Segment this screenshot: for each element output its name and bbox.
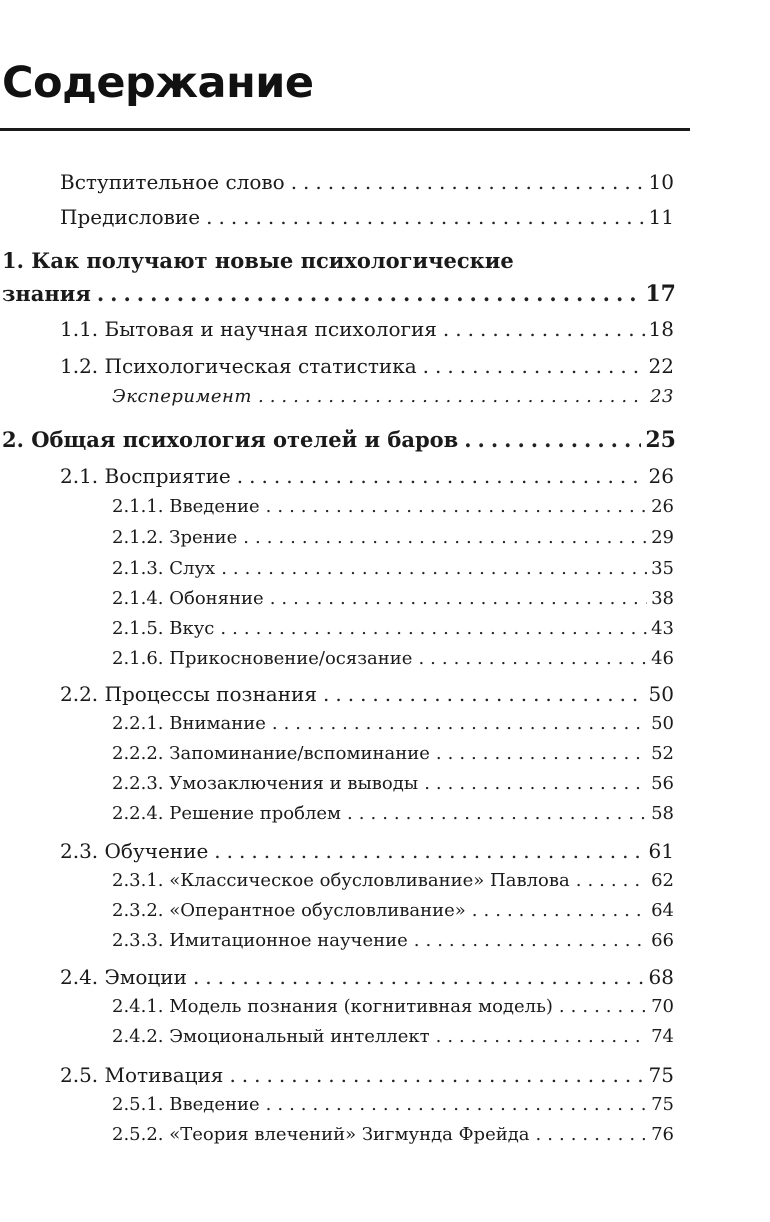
toc-entry-label: 2.5. Мотивация [60,1063,224,1087]
dot-leader [214,839,644,863]
dot-leader [436,1026,647,1047]
dot-leader [347,803,647,824]
toc-entry-page: 76 [651,1124,674,1145]
toc-entry-label: 2.1.2. Зрение [112,527,238,548]
toc-entry-2-1-1[interactable] [112,496,674,517]
toc-entry-page: 26 [651,496,674,517]
dot-leader [193,965,645,989]
toc-entry-label: знания [2,281,91,306]
dot-leader [220,618,647,639]
dot-leader [221,558,647,579]
toc-entry-label: Эксперимент [112,386,252,407]
toc-entry-page: 68 [648,965,674,989]
toc-entry-2-3-3[interactable] [112,930,674,951]
toc-entry-page: 22 [648,354,674,378]
toc-entry-label: 2. Общая психология отелей и баров [2,427,459,452]
dot-leader [443,317,645,341]
dot-leader [272,713,647,734]
toc-entry-2-3-2[interactable] [112,900,674,921]
dot-leader [559,996,647,1017]
dot-leader [291,170,645,194]
toc-entry-label: 2.4.1. Модель познания (когнитивная модель) [112,996,553,1017]
dot-leader [229,1063,644,1087]
toc-entry-2-3-1[interactable] [112,870,674,891]
toc-entry-2-4[interactable] [60,965,674,989]
toc-entry-label: 2.3.3. Имитационное научение [112,930,408,951]
toc-entry-label: 2.1.1. Введение [112,496,260,517]
dot-leader [323,682,645,706]
toc-entry-2-2[interactable] [60,682,674,706]
toc-entry-2-5[interactable] [60,1063,674,1087]
toc-entry-label: 2.5.2. «Теория влечений» Зигмунда Фрейда [112,1124,530,1145]
toc-entry-1-2[interactable] [60,354,674,378]
dot-leader [97,281,642,306]
toc-entry-label: 1.2. Психологическая статистика [60,354,417,378]
toc-entry-chapter-1[interactable] [2,281,676,307]
toc-entry-1-1[interactable] [60,317,674,341]
toc-entry-label: 2.1.5. Вкус [112,618,215,639]
toc-entry-page: 35 [651,558,674,579]
dot-leader [266,1094,647,1115]
toc-entry-label: 2.3. Обучение [60,839,209,863]
toc-entry-label: 2.2.1. Внимание [112,713,266,734]
dot-leader [243,527,647,548]
toc-entry-label: 2.3.2. «Оперантное обусловливание» [112,900,466,921]
toc-entry-2-2-1[interactable] [112,713,674,734]
toc-entry-chapter-2[interactable] [2,427,676,453]
toc-entry-page: 64 [651,900,674,921]
dot-leader [206,205,644,229]
toc-entry-label: 1.1. Бытовая и научная психология [60,317,437,341]
toc-entry-2-4-2[interactable] [112,1026,674,1047]
toc-entry-label: 2.1.4. Обоняние [112,588,264,609]
toc-entry-2-2-3[interactable] [112,773,674,794]
toc-entry-label: 2.1. Восприятие [60,464,231,488]
toc-entry-page: 52 [651,743,674,764]
toc-entry-2-4-1[interactable] [112,996,674,1017]
page-title: Содержание [2,58,314,108]
dot-leader [464,427,641,452]
dot-leader [258,386,646,407]
toc-entry-2-1-4[interactable] [112,588,674,609]
toc-entry-label: 2.5.1. Введение [112,1094,260,1115]
toc-entry-page: 70 [651,996,674,1017]
toc-entry-2-1-6[interactable] [112,648,674,669]
dot-leader [423,354,645,378]
toc-entry-page: 18 [648,317,674,341]
toc-entry-2-2-4[interactable] [112,803,674,824]
toc-entry-experiment[interactable] [112,386,674,407]
dot-leader [237,464,645,488]
toc-entry-label: 2.1.3. Слух [112,558,216,579]
dot-leader [414,930,647,951]
dot-leader [418,648,647,669]
toc-entry-page: 58 [651,803,674,824]
toc-entry-page: 26 [648,464,674,488]
toc-entry-label: 2.2.3. Умозаключения и выводы [112,773,419,794]
toc-entry-page: 74 [651,1026,674,1047]
toc-entry-page: 75 [651,1094,674,1115]
toc-entry-label: Вступительное слово [60,170,285,194]
toc-entry-page: 29 [651,527,674,548]
chapter-1-title-line1[interactable]: 1. Как получают новые психологические [2,248,514,273]
toc-entry-page: 11 [648,205,674,229]
toc-entry-page: 43 [651,618,674,639]
toc-entry-page: 66 [651,930,674,951]
toc-entry-2-5-1[interactable] [112,1094,674,1115]
toc-entry-page: 10 [648,170,674,194]
toc-entry-page: 23 [650,386,674,407]
toc-entry-page: 50 [651,713,674,734]
toc-entry-2-1-5[interactable] [112,618,674,639]
dot-leader [536,1124,648,1145]
toc-entry-label: 2.3.1. «Классическое обусловливание» Павлова [112,870,570,891]
toc-entry-2-1-2[interactable] [112,527,674,548]
toc-entry-page: 38 [651,588,674,609]
toc-entry-page: 75 [648,1063,674,1087]
toc-entry-page: 61 [648,839,674,863]
toc-entry-page: 62 [651,870,674,891]
toc-entry-page: 46 [651,648,674,669]
toc-entry-label: Предисловие [60,205,201,229]
toc-entry-label: 2.2.4. Решение проблем [112,803,342,824]
toc-entry-2-1[interactable] [60,464,674,488]
toc-entry-2-3[interactable] [60,839,674,863]
dot-leader [472,900,647,921]
toc-entry-label: 2.4. Эмоции [60,965,187,989]
toc-entry-page: 25 [645,427,676,453]
toc-entry-label: 2.4.2. Эмоциональный интеллект [112,1026,430,1047]
dot-leader [424,773,647,794]
dot-leader [436,743,647,764]
toc-entry-page: 17 [645,281,676,307]
toc-entry-2-5-2[interactable] [112,1124,674,1145]
toc-entry-page: 56 [651,773,674,794]
toc-entry-foreword[interactable] [60,170,674,194]
toc-entry-page: 50 [648,682,674,706]
dot-leader [576,870,647,891]
toc-entry-label: 2.1.6. Прикосновение/осязание [112,648,413,669]
toc-entry-label: 2.2.2. Запоминание/вспоминание [112,743,430,764]
toc-entry-2-2-2[interactable] [112,743,674,764]
toc-entry-2-1-3[interactable] [112,558,674,579]
dot-leader [270,588,647,609]
toc-entry-label: 2.2. Процессы познания [60,682,317,706]
toc-entry-preface[interactable] [60,205,674,229]
dot-leader [266,496,647,517]
